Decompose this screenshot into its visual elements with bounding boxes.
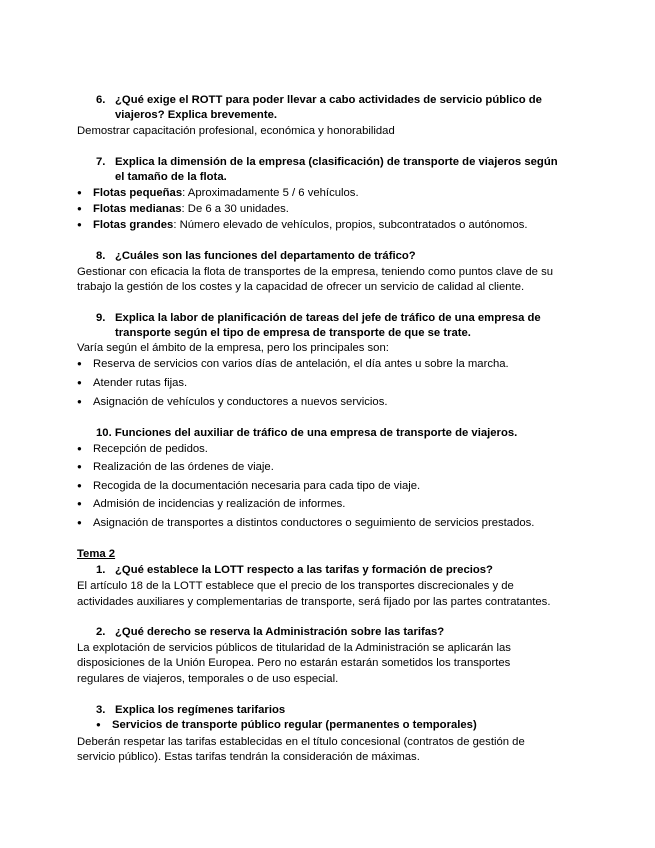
bullet-icon: ● xyxy=(77,188,82,197)
list-item-text: Realización de las órdenes de viaje. xyxy=(92,461,274,473)
list-item xyxy=(77,516,534,530)
tema2-answer-2-line3: regulares de viajeros, temporales o de uso especial. xyxy=(77,673,339,685)
list-item-text: Reserva de servicios con varios días de antelación, el día antes u sobre la marcha. xyxy=(92,358,509,370)
list-item-bold: Flotas medianas xyxy=(92,203,182,215)
question-number: 3. xyxy=(96,704,106,716)
question-6-cont: viajeros? Explica brevemente. xyxy=(115,109,278,121)
list-item xyxy=(77,479,420,493)
tema2-answer-1-line1: El artículo 18 de la LOTT establece que el precio de los transportes discrecionales y de xyxy=(77,580,514,592)
list-item-text: Asignación de transportes a distintos conductores o seguimiento de servicios prestados. xyxy=(92,517,535,529)
answer-8-line1: Gestionar con eficacia la flota de transportes de la empresa, teniendo como puntos clave de su xyxy=(77,266,554,278)
question-text: ¿Qué derecho se reserva la Administración sobre las tarifas? xyxy=(115,626,445,638)
list-item xyxy=(77,357,509,371)
tema2-answer-3-line2: servicio público). Estas tarifas tendrán la consideración de máximas. xyxy=(77,751,420,763)
bullet-icon: ● xyxy=(77,518,82,527)
tema2-answer-2-line2: disposiciones de la Unión Europea. Pero no estarán estarán sometidos los transportes xyxy=(77,657,511,669)
list-item xyxy=(77,376,187,390)
list-item-text: Atender rutas fijas. xyxy=(92,377,188,389)
tema2-answer-3-line1: Deberán respetar las tarifas establecidas en el título concesional (contratos de gestión de xyxy=(77,736,525,748)
bullet-icon: ● xyxy=(77,359,82,368)
question-number: 9. xyxy=(96,312,106,324)
question-10: 10. Funciones del auxiliar de tráfico de una empresa de transporte de viajeros. xyxy=(96,427,518,439)
list-item xyxy=(77,460,274,474)
bullet-icon: ● xyxy=(77,481,82,490)
list-item xyxy=(77,202,289,216)
bullet-icon: ● xyxy=(77,378,82,387)
list-item xyxy=(77,442,208,456)
answer-8-line2: trabajo la gestión de los costes y la capacidad de ofrecer un servicio de calidad al cliente. xyxy=(77,281,525,293)
tema2-answer-2-line1: La explotación de servicios públicos de titularidad de la Administración se aplicarán las xyxy=(77,642,511,654)
question-number: 6. xyxy=(96,94,106,106)
tema2-question-1 xyxy=(96,563,493,577)
question-text: ¿Cuáles son las funciones del departamento de tráfico? xyxy=(115,250,416,262)
question-6 xyxy=(96,93,542,107)
question-text: Explica los regímenes tarifarios xyxy=(115,704,286,716)
question-text: ¿Qué establece la LOTT respecto a las tarifas y formación de precios? xyxy=(115,564,493,576)
list-item-text: Recogida de la documentación necesaria para cada tipo de viaje. xyxy=(92,480,421,492)
list-item-text: Recepción de pedidos. xyxy=(92,443,208,455)
tema2-subheading xyxy=(96,718,477,732)
list-item xyxy=(77,497,345,511)
list-item-text: Admisión de incidencias y realización de informes. xyxy=(92,498,346,510)
list-item xyxy=(77,218,528,232)
question-number: 2. xyxy=(96,626,106,638)
bullet-icon: ● xyxy=(77,397,82,406)
list-item-bold: Flotas grandes xyxy=(92,219,174,231)
question-7 xyxy=(96,155,558,169)
question-text: Explica la labor de planificación de tareas del jefe de tráfico de una empresa de xyxy=(115,312,541,324)
question-text: Explica la dimensión de la empresa (clasificación) de transporte de viajeros según xyxy=(115,156,558,168)
list-item-text: : De 6 a 30 unidades. xyxy=(181,203,289,215)
bullet-icon: ● xyxy=(96,720,101,729)
tema2-question-2 xyxy=(96,625,444,639)
list-item xyxy=(77,395,388,409)
tema2-question-3 xyxy=(96,703,285,717)
bullet-icon: ● xyxy=(77,220,82,229)
question-text: ¿Qué exige el ROTT para poder llevar a cabo actividades de servicio público de xyxy=(115,94,542,106)
section-title: Tema 2 xyxy=(77,548,116,560)
bullet-icon: ● xyxy=(77,462,82,471)
question-number: 8. xyxy=(96,250,106,262)
bullet-icon: ● xyxy=(77,444,82,453)
question-9-cont: transporte según el tipo de empresa de transporte de que se trate. xyxy=(115,327,471,339)
list-item-text: : Número elevado de vehículos, propios, subcontratados o autónomos. xyxy=(173,219,528,231)
question-9 xyxy=(96,311,541,325)
bullet-icon: ● xyxy=(77,499,82,508)
answer-9-intro: Varía según el ámbito de la empresa, pero los principales son: xyxy=(77,342,389,354)
list-item-text: Asignación de vehículos y conductores a nuevos servicios. xyxy=(92,396,388,408)
tema2-answer-1-line2: actividades auxiliares y complementarias de transporte, será fijado por las partes contratantes. xyxy=(77,596,551,608)
bullet-icon: ● xyxy=(77,204,82,213)
question-7-cont: el tamaño de la flota. xyxy=(115,171,227,183)
question-number: 7. xyxy=(96,156,106,168)
answer-6: Demostrar capacitación profesional, económica y honorabilidad xyxy=(77,125,395,137)
question-number: 1. xyxy=(96,564,106,576)
list-item xyxy=(77,186,359,200)
list-item-text: : Aproximadamente 5 / 6 vehículos. xyxy=(182,187,359,199)
subheading-text: Servicios de transporte público regular (permanentes o temporales) xyxy=(111,719,477,731)
list-item-bold: Flotas pequeñas xyxy=(92,187,183,199)
question-8 xyxy=(96,249,416,263)
